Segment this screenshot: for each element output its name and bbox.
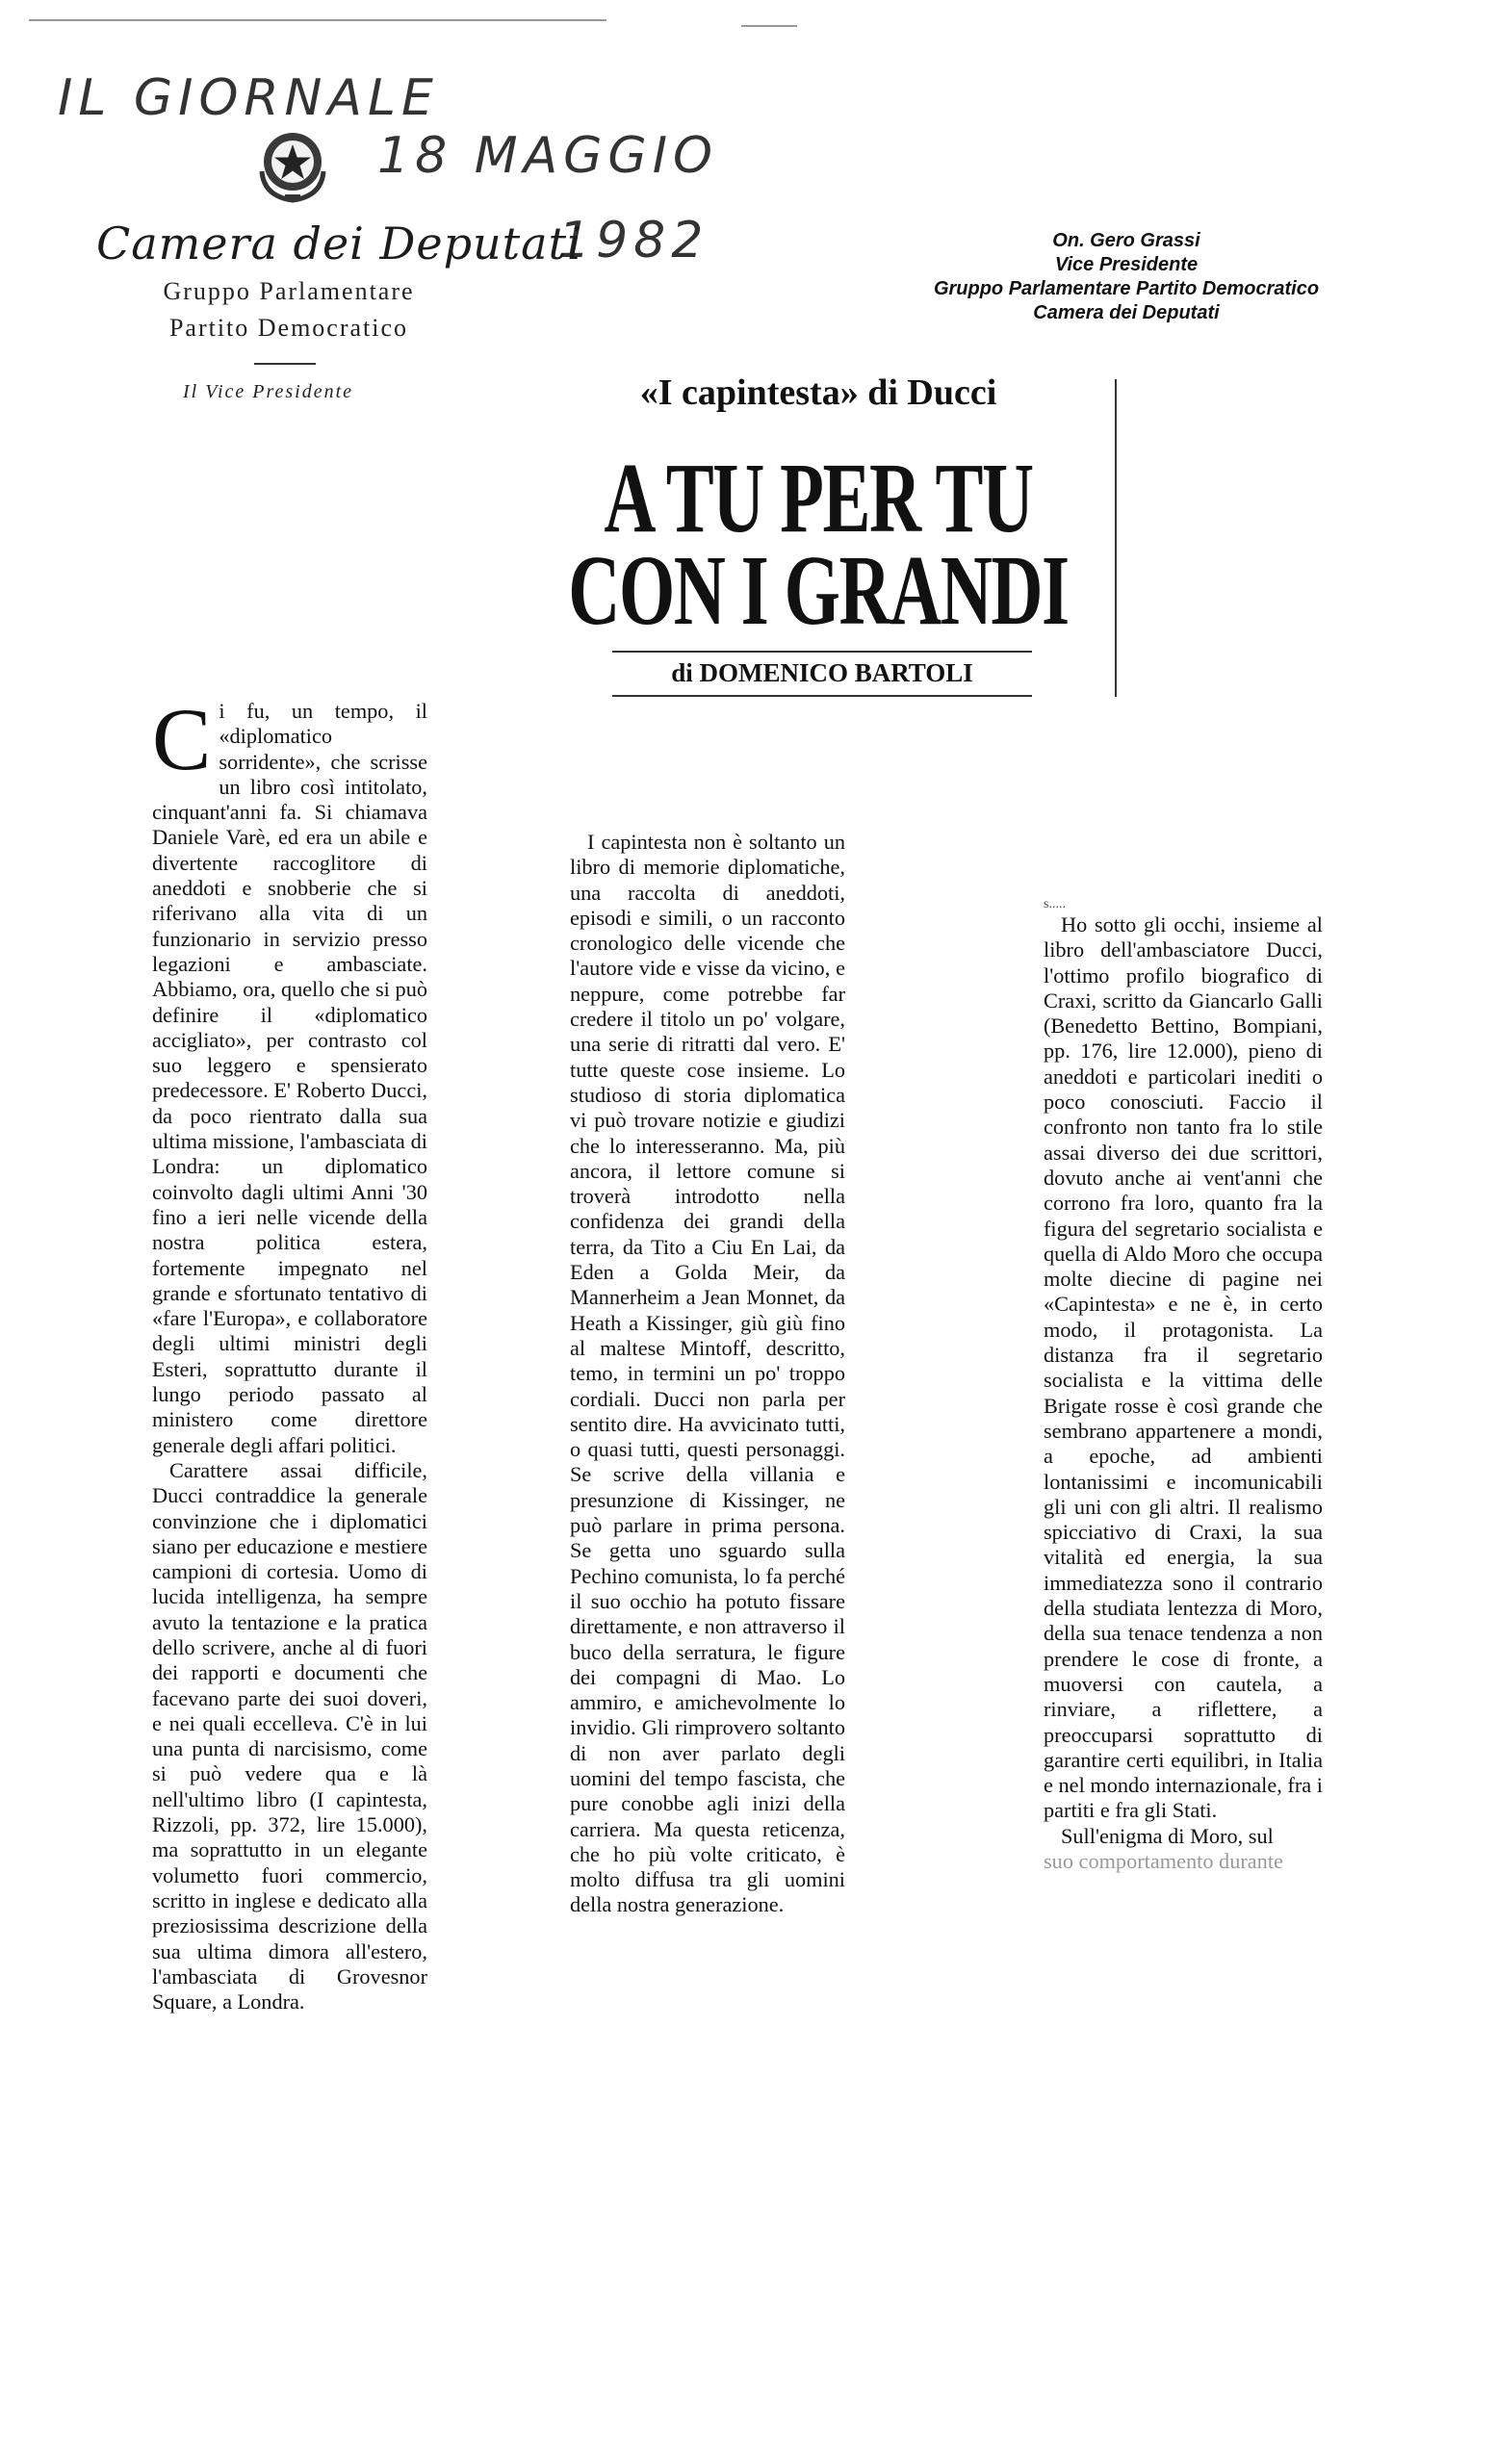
italian-republic-emblem-icon [252,123,333,209]
stamp-line-chamber: Camera dei Deputati [1033,302,1220,323]
column-3-paragraph-3: suo comportamento durante [1044,1848,1283,1873]
article-column-2 [570,830,845,1918]
article-headline [534,443,1102,646]
stamp-line-role: Vice Presidente [1054,254,1199,275]
handwritten-newspaper-name: IL GIORNALE [58,69,439,127]
headline-line-2: CON I GRANDI [568,535,1069,646]
article-kicker: «I capintesta» di Ducci [639,372,997,413]
drop-cap: C [152,690,212,788]
office-stamp [895,229,1357,325]
column-3-paragraph-2: Sull'enigma di Moro, sul [1061,1823,1274,1848]
handwritten-date: 18 MAGGIO [377,127,718,185]
letterhead-divider [254,363,316,365]
article-byline: di DOMENICO BARTOLI [671,658,973,687]
clipping-border-vertical [1115,379,1117,697]
top-border-line-right [741,25,797,27]
column-1-paragraph-1 [152,690,427,1458]
article-column-1 [152,690,427,2015]
column-3-paragraph-1: Ho sotto gli occhi, insieme al libro dell'ambasciatore Ducci, l'ottimo profilo biografico di Craxi, scritto da Giancarlo Galli (Benedetto Bettino, Bompiani, pp. 176, lire 12.000), pieno di aneddoti e particolari inediti o poco conosciuti. Faccio il confronto non tanto fra lo stile assai diverso dei due scrittori, dovuto anche ai vent'anni che corrono fra loro, quanto fra la figura del segretario socialista e quella di Aldo Moro che occupa molte diecine di pagine nei «Capintesta» e ne è, in certo modo, il protagonista. La distanza fra il segretario socialista e la vittima delle Brigate rosse è così grande che sembrano appartenere a mondi, a epoche, ad ambienti lontanissimi e incomunicabili gli uni con gli altri. Il realismo spicciativo di Craxi, la sua vitalità ed energia, la sua immediatezza sono il contrario della studiata lentezza di Moro, della sua tenace tendenza a non prendere le cose di fronte, a muoversi con cautela, a rinviare, a riflettere, a preoccuparsi soprattutto di garantire certi equilibri, in Italia e nel mondo internazionale, fra i partiti e fra gli Stati. [1044,912,1323,1823]
column-3-cut-line: s..... [1044,897,1066,911]
article-column-3 [1044,897,1323,1874]
top-border-line-left [29,19,606,21]
handwritten-year: 1982 [558,212,709,270]
letterhead-institution: Camera dei Deputati [96,218,582,270]
column-1-text-1: i fu, un tempo, il «diplomatico sorridente», che scrisse un libro così intitolato, cinquant'anni fa. Si chiamava Daniele Varè, ed era un abile e divertente raccoglitore di aneddoti e snobberie che si riferivano alla vita di un funzionario in servizio presso legazioni e ambasciate. Abbiamo, ora, quello che si può definire il «diplomatico accigliato», per contrasto col suo leggero e spensierato predecessore. E' Roberto Ducci, da poco rientrato dalla sua ultima missione, l'ambasciata di Londra: un diplomatico coinvolto dagli ultimi Anni '30 fino a ieri nelle vicende della nostra politica estera, fortemente impegnato nel grande e sfortunato tentativo di «fare l'Europa», e collaboratore degli ultimi ministri degli Esteri, soprattutto durante il lungo periodo passato al ministero come direttore generale degli affari politici. [152,699,427,1457]
letterhead-group-line1: Gruppo Parlamentare [163,277,415,305]
stamp-line-name: On. Gero Grassi [1052,230,1200,251]
headline-line-1: A TU PER TU [604,443,1033,553]
stamp-line-group: Gruppo Parlamentare Partito Democratico [933,278,1320,299]
byline-rule-top [612,651,1032,653]
letterhead-role: Il Vice Presidente [183,381,354,402]
letterhead-group-line2: Partito Democratico [168,314,409,342]
column-2-paragraph-1: I capintesta non è soltanto un libro di memorie diplomatiche, una raccolta di aneddoti, episodi e simili, o un racconto cronologico delle vicende che l'autore vide e visse da vicino, e neppure, come potrebbe far credere il titolo un po' volgare, una serie di ritratti dal vero. E' tutte queste cose insieme. Lo studioso di storia diplomatica vi può trovare notizie e giudizi che lo interesseranno. Ma, più ancora, il lettore comune si troverà introdotto nella confidenza dei grandi della terra, da Tito a Ciu En Lai, da Eden a Golda Meir, da Mannerheim a Jean Monnet, da Heath a Kissinger, giù giù fino al maltese Mintoff, descritto, temo, in termini un po' troppo cordiali. Ducci non parla per sentito dire. Ha avvicinato tutti, o quasi tutti, questi personaggi. Se scrive della villania e presunzione di Kissinger, ne può parlare in prima persona. Se getta uno sguardo sulla Pechino comunista, lo fa perché il suo occhio ha potuto fissare direttamente, e non attraverso il buco della serratura, le figure dei compagni di Mao. Lo ammiro, e amichevolmente lo invidio. Gli rimprovero soltanto di non aver parlato degli uomini del tempo fascista, che pure conobbe agli inizi della carriera. Ma questa reticenza, che ho più volte criticato, è molto diffusa tra gli uomini della nostra generazione. [570,830,845,1917]
column-1-paragraph-2: Carattere assai difficile, Ducci contraddice la generale convinzione che i diplomatici siano per educazione e mestiere campioni di cortesia. Uomo di lucida intelligenza, ha sempre avuto la tentazione e la pratica dello scrivere, anche al di fuori dei rapporti e documenti che facevano parte dei suoi doveri, e nei quali eccelleva. C'è in lui una punta di narcisismo, come si può vedere qua e là nell'ultimo libro (I capintesta, Rizzoli, pp. 372, lire 15.000), ma soprattutto in un elegante volumetto fuori commercio, scritto in inglese e dedicato alla preziosissima descrizione della sua ultima dimora all'estero, l'ambasciata di Grovesnor Square, a Londra. [152,1457,427,2015]
byline-rule-bottom [612,695,1032,697]
